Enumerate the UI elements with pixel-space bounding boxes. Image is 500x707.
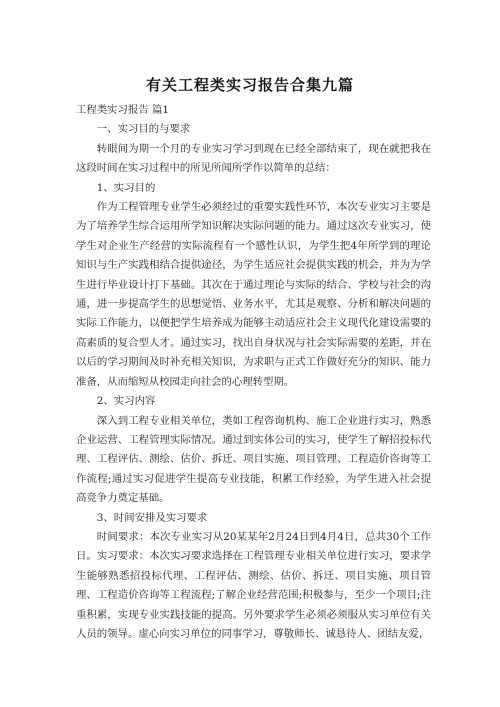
schedule-paragraph: 时间要求：本次专业实习从20某某年2月24日到4月4日，总共30个工作日。实习要求：本次实习要求选择在工程管理专业相关单位进行实习，要求学生能够熟悉招投标代理、工程评估、测绘、估价、拆迁、项目实施、项目管理、工程造价咨询等工程流程;了解企业经营范围;积极参与，至少一个项目;注重积累，实现专业实践技能的提高。另外要求学生必须必须服从实习单位有关人员的领导。虚心向实习单位的同事学习，尊敬师长、诚恳待人、团结友爱， <box>76 530 431 640</box>
document-title: 有关工程类实习报告合集九篇 <box>145 76 354 94</box>
subsection-heading-content: 2、实习内容 <box>96 395 156 408</box>
section-heading-purpose: 一、实习目的与要求 <box>96 123 191 136</box>
report-subtitle: 工程类实习报告 篇1 <box>76 104 170 116</box>
intro-paragraph: 转眼间为期一个月的专业实习学习到现在已经全部结束了，现在就把我在这段时间在实习过程中的所见所闻所学作以简单的总结： <box>76 142 431 175</box>
subsection-heading-goal: 1、实习目的 <box>96 181 156 194</box>
subsection-heading-schedule: 3、时间安排及实习要求 <box>96 511 208 524</box>
document-body <box>76 101 431 644</box>
goal-paragraph: 作为工程管理专业学生必须经过的重要实践性环节，本次专业实习主要是为了培养学生综合运用所学知识解决实际问题的能力。通过这次专业实习，使学生对企业生产经营的实际流程有一个感性认识，为学生把4年所学到的理论知识与生产实践相结合提供途径，为学生适应社会提供实践的机会，并为为学生进行毕业设计打下基础。其次在于通过理论与实际的结合、学校与社会的沟通，进一步提高学生的思想觉悟、业务水平，尤其是观察、分析和解决问题的实际工作能力，以便把学生培养成为能够主动适应社会主义现代化建设需要的高素质的复合型人才。通过实习，找出自身状况与社会实际需要的差距，并在以后的学习期间及时补充相关知识，为求职与正式工作做好充分的知识、能力准备，从而缩短从校园走向社会的心理转型期。 <box>76 201 431 388</box>
content-paragraph: 深入到工程专业相关单位，类如工程咨询机构、施工企业进行实习，熟悉企业运营、工程管理实际情况。通过到实体公司的实习，使学生了解招投标代理、工程评估、测绘、估价、拆迁、项目实施、项目管理、工程造价咨询等工作流程;通过实习促进学生提高专业技能，积累工作经验，为学生进入社会提高竞争力奠定基础。 <box>76 414 431 505</box>
